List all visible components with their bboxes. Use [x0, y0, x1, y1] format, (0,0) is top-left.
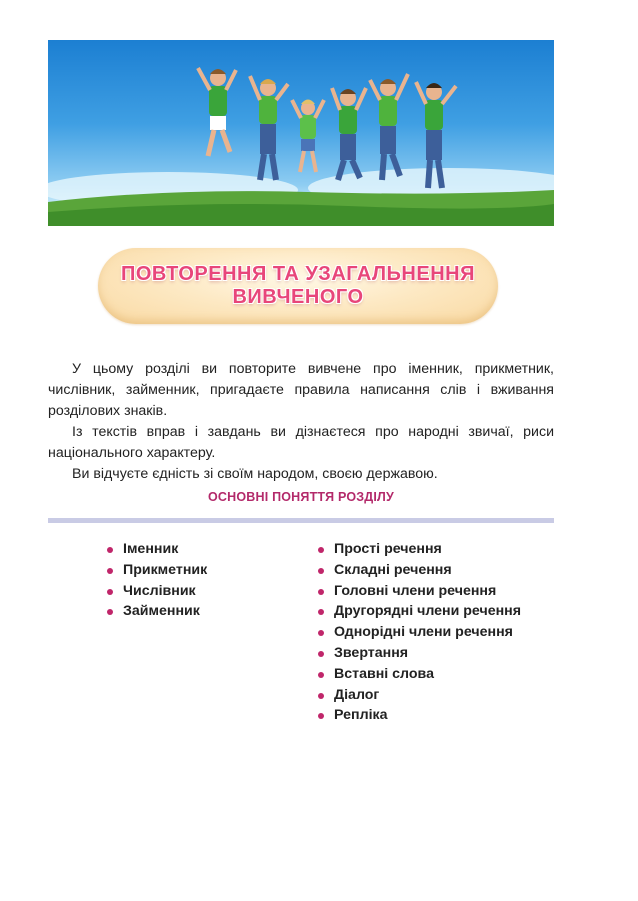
jumping-children-illustration — [48, 40, 554, 226]
bullet-icon — [318, 651, 324, 657]
header-photo — [48, 40, 554, 226]
bullet-icon — [318, 672, 324, 678]
concept-item: Складні речення — [318, 560, 548, 581]
bullet-icon — [107, 609, 113, 615]
bullet-icon — [318, 630, 324, 636]
concept-item: Другорядні члени речення — [318, 601, 548, 622]
concept-item: Діалог — [318, 685, 548, 706]
intro-paragraph-3: Ви відчуєте єдність зі своїм народом, своєю державою. — [72, 466, 438, 482]
bullet-icon — [318, 547, 324, 553]
intro-paragraph-2: Із текстів вправ і завдань ви дізнаєтеся про народні звичаї, риси національного характеру. — [48, 424, 554, 461]
concepts-list-left — [107, 539, 207, 622]
section-divider — [48, 518, 554, 523]
concept-item: Вставні слова — [318, 664, 548, 685]
chapter-title-banner — [98, 248, 498, 324]
concept-item: Головні члени речення — [318, 581, 548, 602]
concepts-list-right — [318, 539, 548, 726]
concept-item: Репліка — [318, 705, 548, 726]
concept-item: Числівник — [107, 581, 207, 602]
bullet-icon — [318, 693, 324, 699]
concept-item: Однорідні члени речення — [318, 622, 548, 643]
bullet-icon — [107, 547, 113, 553]
bullet-icon — [318, 568, 324, 574]
section-title: ОСНОВНІ ПОНЯТТЯ РОЗДІЛУ — [207, 490, 395, 504]
bullet-icon — [107, 589, 113, 595]
bullet-icon — [318, 589, 324, 595]
bullet-icon — [107, 568, 113, 574]
concept-item: Займенник — [107, 601, 207, 622]
concept-item: Іменник — [107, 539, 207, 560]
intro-paragraph-1: У цьому розділі ви повторите вивчене про іменник, прикметник, числівник, займенник, пригадаєте правила написання слів і вживання розділових знаків. — [48, 361, 554, 419]
chapter-title-line-1: ПОВТОРЕННЯ ТА УЗАГАЛЬНЕННЯ — [121, 263, 475, 285]
bullet-icon — [318, 713, 324, 719]
chapter-title-line-2: ВИВЧЕНОГО — [232, 286, 364, 308]
bullet-icon — [318, 609, 324, 615]
concept-item: Прості речення — [318, 539, 548, 560]
intro-text — [48, 359, 554, 485]
concept-item: Прикметник — [107, 560, 207, 581]
concept-item: Звертання — [318, 643, 548, 664]
